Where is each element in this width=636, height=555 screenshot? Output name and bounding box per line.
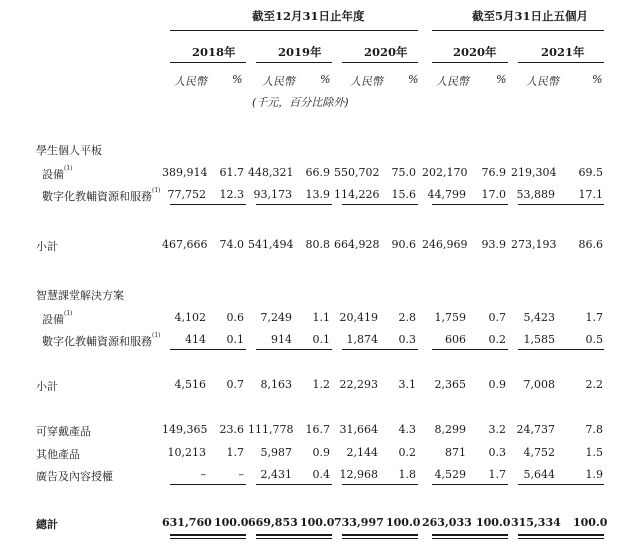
table-cell: 1,759 bbox=[434, 311, 466, 324]
table-cell: 0.5 bbox=[585, 333, 603, 346]
table-cell: 4.3 bbox=[398, 423, 416, 436]
table-cell: 0.3 bbox=[488, 446, 506, 459]
table-cell: 74.0 bbox=[219, 238, 244, 251]
table-cell: 2.8 bbox=[398, 311, 416, 324]
year-header-2020: 2020年 bbox=[364, 45, 408, 59]
year-underline-2018 bbox=[170, 62, 246, 63]
table-cell: 69.5 bbox=[578, 166, 603, 179]
unit-note: (千元，百分比除外) bbox=[252, 96, 349, 109]
table-cell: 22,293 bbox=[339, 378, 378, 391]
table-cell: 541,494 bbox=[248, 238, 294, 251]
row-label-text: 總計 bbox=[36, 518, 58, 531]
table-cell: 100.0 bbox=[386, 516, 421, 529]
table-cell: 114,226 bbox=[334, 188, 380, 201]
table-cell: 1.9 bbox=[585, 468, 603, 481]
table-cell: 66.9 bbox=[305, 166, 330, 179]
footnote-marker: (1) bbox=[64, 165, 73, 172]
table-cell: 8,299 bbox=[434, 423, 466, 436]
table-cell: 4,752 bbox=[523, 446, 555, 459]
footnote-marker: (1) bbox=[64, 310, 73, 317]
table-cell: 1.7 bbox=[585, 311, 603, 324]
unit-pct-2019: % bbox=[320, 73, 331, 86]
unit-pct-2021-5m: % bbox=[592, 73, 603, 86]
table-cell: 7,249 bbox=[260, 311, 292, 324]
table-cell: 263,033 bbox=[422, 516, 472, 529]
table-cell: 5,987 bbox=[260, 446, 292, 459]
table-cell: 77,752 bbox=[167, 188, 206, 201]
table-cell: 5,423 bbox=[523, 311, 555, 324]
table-cell: 1.5 bbox=[585, 446, 603, 459]
unit-pct-2020-5m: % bbox=[496, 73, 507, 86]
year-header-2020-5m: 2020年 bbox=[453, 45, 497, 59]
table-cell: – bbox=[238, 468, 244, 481]
table-cell: 3.1 bbox=[398, 378, 416, 391]
subtotal-rule bbox=[432, 349, 508, 350]
row-label bbox=[36, 378, 58, 394]
table-cell: 914 bbox=[271, 333, 292, 346]
group2-underline bbox=[432, 30, 604, 31]
footnote-marker: (1) bbox=[152, 332, 161, 339]
row-label-text: 學生個人平板 bbox=[36, 144, 102, 157]
subtotal-rule bbox=[432, 204, 508, 205]
unit-rmb-2020: 人民幣 bbox=[350, 75, 383, 88]
table-cell: 0.9 bbox=[488, 378, 506, 391]
table-cell: 44,799 bbox=[427, 188, 466, 201]
year-header-2018: 2018年 bbox=[192, 45, 236, 59]
table-cell: 1.1 bbox=[312, 311, 330, 324]
table-cell: 246,969 bbox=[422, 238, 468, 251]
row-label bbox=[36, 468, 113, 484]
table-cell: 111,778 bbox=[248, 423, 294, 436]
row-label bbox=[36, 516, 58, 532]
unit-pct-2020: % bbox=[408, 73, 419, 86]
row-label-text: 小計 bbox=[36, 240, 58, 253]
total-double-rule bbox=[256, 538, 332, 539]
table-cell: 414 bbox=[185, 333, 206, 346]
row-label-text: 設備 bbox=[42, 168, 64, 181]
table-cell: 669,853 bbox=[248, 516, 298, 529]
total-double-rule bbox=[518, 538, 604, 539]
table-cell: 0.1 bbox=[312, 333, 330, 346]
subtotal-rule bbox=[342, 204, 418, 205]
total-double-rule bbox=[342, 538, 418, 539]
row-label bbox=[36, 423, 91, 439]
year-underline-2021-5m bbox=[518, 62, 604, 63]
table-cell: 1.8 bbox=[398, 468, 416, 481]
table-cell: 606 bbox=[445, 333, 466, 346]
table-cell: 93,173 bbox=[253, 188, 292, 201]
table-cell: 76.9 bbox=[481, 166, 506, 179]
table-cell: 100.0 bbox=[214, 516, 249, 529]
row-label bbox=[42, 311, 73, 327]
row-label-text: 數字化教輔資源和服務 bbox=[42, 335, 152, 348]
table-cell: 16.7 bbox=[305, 423, 330, 436]
table-cell: 149,365 bbox=[162, 423, 208, 436]
row-label bbox=[42, 188, 161, 204]
table-cell: 389,914 bbox=[162, 166, 208, 179]
total-rule-top bbox=[518, 484, 604, 485]
table-cell: 0.7 bbox=[488, 311, 506, 324]
total-rule-top bbox=[256, 484, 332, 485]
table-cell: 871 bbox=[445, 446, 466, 459]
table-cell: 1,874 bbox=[346, 333, 378, 346]
table-cell: 90.6 bbox=[391, 238, 416, 251]
table-cell: 2,144 bbox=[346, 446, 378, 459]
table-cell: 100.0 bbox=[573, 516, 608, 529]
table-cell: 733,997 bbox=[334, 516, 384, 529]
table-cell: 315,334 bbox=[511, 516, 561, 529]
row-label bbox=[42, 166, 73, 182]
table-cell: 10,213 bbox=[167, 446, 206, 459]
total-double-rule bbox=[518, 534, 604, 536]
row-label bbox=[36, 446, 80, 462]
table-cell: 100.0 bbox=[300, 516, 335, 529]
table-cell: 80.8 bbox=[305, 238, 330, 251]
table-cell: 1,585 bbox=[523, 333, 555, 346]
total-double-rule bbox=[256, 534, 332, 536]
subtotal-rule bbox=[342, 349, 418, 350]
table-cell: 100.0 bbox=[476, 516, 511, 529]
group1-underline bbox=[170, 30, 418, 31]
subtotal-rule bbox=[256, 349, 332, 350]
table-cell: 0.2 bbox=[488, 333, 506, 346]
table-cell: 664,928 bbox=[334, 238, 380, 251]
table-cell: 5,644 bbox=[523, 468, 555, 481]
unit-rmb-2019: 人民幣 bbox=[262, 75, 295, 88]
table-cell: 3.2 bbox=[488, 423, 506, 436]
table-cell: 0.7 bbox=[226, 378, 244, 391]
table-cell: 1.2 bbox=[312, 378, 330, 391]
table-cell: 61.7 bbox=[219, 166, 244, 179]
table-cell: 0.2 bbox=[398, 446, 416, 459]
year-underline-2020 bbox=[342, 62, 418, 63]
table-cell: 202,170 bbox=[422, 166, 468, 179]
table-cell: 15.6 bbox=[391, 188, 416, 201]
table-cell: 0.9 bbox=[312, 446, 330, 459]
subtotal-rule bbox=[518, 349, 604, 350]
table-cell: 4,529 bbox=[434, 468, 466, 481]
row-label bbox=[42, 333, 161, 349]
total-double-rule bbox=[170, 534, 246, 536]
table-cell: 75.0 bbox=[391, 166, 416, 179]
year-underline-2020-5m bbox=[432, 62, 508, 63]
table-cell: 17.0 bbox=[481, 188, 506, 201]
row-label bbox=[36, 142, 102, 158]
table-cell: 0.6 bbox=[226, 311, 244, 324]
unit-rmb-2021-5m: 人民幣 bbox=[526, 75, 559, 88]
total-rule-top bbox=[170, 484, 246, 485]
table-cell: 23.6 bbox=[219, 423, 244, 436]
unit-rmb-2018: 人民幣 bbox=[174, 75, 207, 88]
year-underline-2019 bbox=[256, 62, 332, 63]
row-label bbox=[36, 287, 124, 303]
table-cell: 4,516 bbox=[174, 378, 206, 391]
total-rule-top bbox=[342, 484, 418, 485]
total-double-rule bbox=[170, 538, 246, 539]
table-cell: 0.1 bbox=[226, 333, 244, 346]
table-cell: 24,737 bbox=[516, 423, 555, 436]
table-cell: 550,702 bbox=[334, 166, 380, 179]
footnote-marker: (1) bbox=[152, 187, 161, 194]
table-cell: 4,102 bbox=[174, 311, 206, 324]
subtotal-rule bbox=[256, 204, 332, 205]
table-cell: 53,889 bbox=[516, 188, 555, 201]
row-label bbox=[36, 238, 58, 254]
table-cell: – bbox=[200, 468, 206, 481]
table-cell: 1.7 bbox=[488, 468, 506, 481]
subtotal-rule bbox=[170, 349, 246, 350]
table-cell: 8,163 bbox=[260, 378, 292, 391]
table-cell: 93.9 bbox=[481, 238, 506, 251]
row-label-text: 廣告及內容授權 bbox=[36, 470, 113, 483]
table-cell: 0.3 bbox=[398, 333, 416, 346]
total-rule-top bbox=[432, 484, 508, 485]
table-cell: 2,365 bbox=[434, 378, 466, 391]
table-cell: 31,664 bbox=[339, 423, 378, 436]
table-cell: 17.1 bbox=[578, 188, 603, 201]
table-cell: 12.3 bbox=[219, 188, 244, 201]
table-cell: 1.7 bbox=[226, 446, 244, 459]
total-double-rule bbox=[432, 534, 508, 536]
row-label-text: 設備 bbox=[42, 313, 64, 326]
total-double-rule bbox=[342, 534, 418, 536]
table-cell: 13.9 bbox=[305, 188, 330, 201]
table-cell: 448,321 bbox=[248, 166, 294, 179]
unit-pct-2018: % bbox=[232, 73, 243, 86]
period-header-five-months: 截至5月31日止五個月 bbox=[472, 9, 589, 23]
table-cell: 7,008 bbox=[523, 378, 555, 391]
year-header-2021-5m: 2021年 bbox=[541, 45, 585, 59]
table-cell: 86.6 bbox=[578, 238, 603, 251]
table-cell: 219,304 bbox=[511, 166, 557, 179]
row-label-text: 智慧課堂解決方案 bbox=[36, 289, 124, 302]
table-cell: 7.8 bbox=[585, 423, 603, 436]
unit-rmb-2020-5m: 人民幣 bbox=[436, 75, 469, 88]
total-double-rule bbox=[432, 538, 508, 539]
table-cell: 273,193 bbox=[511, 238, 557, 251]
subtotal-rule bbox=[518, 204, 604, 205]
row-label-text: 可穿戴產品 bbox=[36, 425, 91, 438]
table-cell: 2.2 bbox=[585, 378, 603, 391]
table-cell: 0.4 bbox=[312, 468, 330, 481]
row-label-text: 數字化教輔資源和服務 bbox=[42, 190, 152, 203]
table-cell: 467,666 bbox=[162, 238, 208, 251]
table-cell: 12,968 bbox=[339, 468, 378, 481]
year-header-2019: 2019年 bbox=[278, 45, 322, 59]
table-cell: 2,431 bbox=[260, 468, 292, 481]
row-label-text: 小計 bbox=[36, 380, 58, 393]
row-label-text: 其他產品 bbox=[36, 448, 80, 461]
subtotal-rule bbox=[170, 204, 246, 205]
table-cell: 20,419 bbox=[339, 311, 378, 324]
table-cell: 631,760 bbox=[162, 516, 212, 529]
period-header-year: 截至12月31日止年度 bbox=[252, 9, 365, 23]
